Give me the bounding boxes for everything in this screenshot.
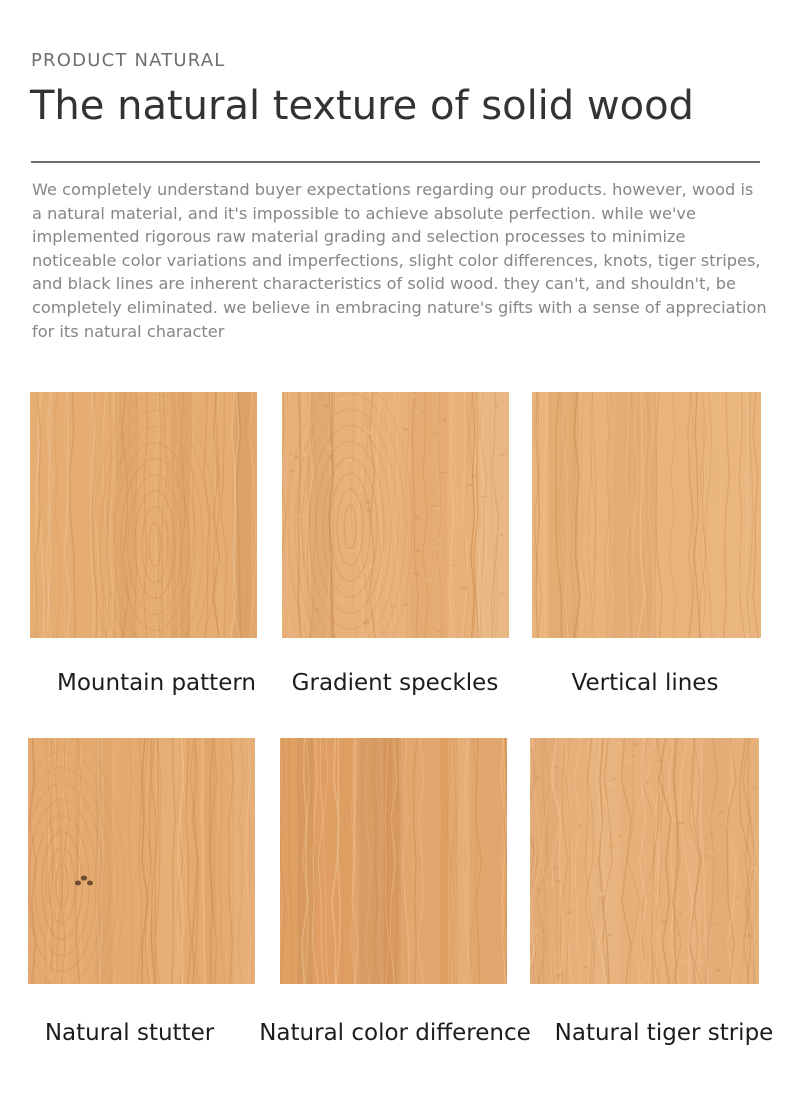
intro-paragraph: We completely understand buyer expectations regarding our products. however, wood is a natural material, and it's impossible to achieve absolute perfection. while we've implemented rigorous raw material grading and selection processes to minimize noticeable color variations and imperfections, slight color differences, knots, tiger stripes, and black lines are inherent characteristics of solid wood. they can't, and shouldn't, be completely eliminated. we believe in embracing nature's gifts with a sense of appreciation for its natural character [32,180,767,341]
section-eyebrow: PRODUCT NATURAL [31,50,226,71]
sample-caption-natural-tiger-stripe: Natural tiger stripe [554,1020,774,1046]
wood-grain-texture [282,392,509,638]
sample-image-natural-stutter [28,738,255,984]
divider [31,161,760,163]
sample-caption-natural-color-difference: Natural color difference [259,1020,531,1046]
sample-caption-vertical-lines: Vertical lines [571,670,719,696]
wood-grain-texture [30,392,257,638]
sample-image-vertical-lines [532,392,761,638]
wood-grain-texture [280,738,507,984]
wood-grain-texture [530,738,759,984]
sample-image-natural-tiger-stripe [530,738,759,984]
wood-grain-texture [28,738,255,984]
sample-caption-natural-stutter: Natural stutter [44,1020,215,1046]
sample-image-natural-color-difference [280,738,507,984]
sample-image-mountain-pattern [30,392,257,638]
page-title: The natural texture of solid wood [30,83,694,129]
sample-caption-gradient-speckles: Gradient speckles [291,670,499,696]
sample-caption-mountain-pattern: Mountain pattern [57,670,256,696]
sample-image-gradient-speckles [282,392,509,638]
wood-grain-texture [532,392,761,638]
